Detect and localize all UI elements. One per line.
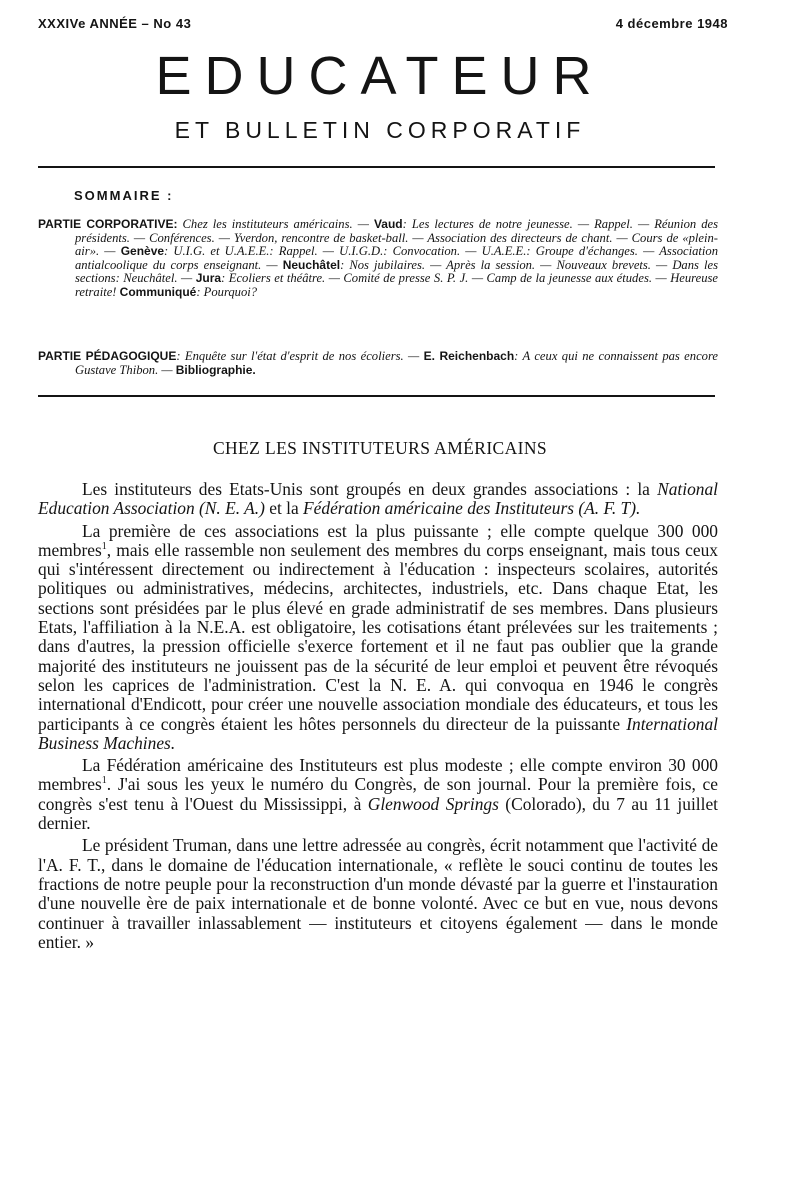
paragraph-text: et la <box>264 498 304 519</box>
paragraph-emphasis: National Education Association (N. E. A.) <box>38 479 718 519</box>
article-title: CHEZ LES INSTITUTEURS AMÉRICAINS <box>212 438 548 458</box>
section-label-pedagogique: PARTIE PÉDAGOGIQUE <box>38 349 177 363</box>
section-label-corporative: PARTIE CORPORATIVE: <box>38 217 178 231</box>
bibliographie-label: Bibliographie. <box>175 362 256 377</box>
paragraph-text: Les instituteurs des Etats-Unis sont groupés en deux grandes associations : la <box>82 479 658 499</box>
article-paragraph: Le président Truman, dans une lettre adressée au congrès, écrit notamment que l'activité de l'A. F. T., dans le domaine de l'éducation internationale, « reflète le souci continu de toutes les fractions de notre peuple pour la reconstruction d'un monde dévasté par la guerre et l'instauration d'une nouvelle ère de paix internationale et de bonne volonté. Avec ce but en vue, nous devons continuer à travailler inlassablement — instituteurs et citoyens également — dans le monde entier. » <box>38 835 718 952</box>
summary-text: : Les lectures de notre jeunesse. — Rappel. — Réunion des présidents. — Conférences. — Yverdon, rencontre de basket-ball. — Association des directeurs de chant. — Cours de «plein-air». — <box>75 217 719 259</box>
paragraph-emphasis: Glenwood Springs <box>367 793 499 814</box>
paragraph-text: , mais elle rassemble non seulement des membres du corps enseignant, mais tous ceux qui s'intéressent directement ou indirectement à l'éducation : inspecteurs scolaires, autorités politiques ou administratives, médecins, architectes, industriels, etc. Dans chaque Etat, les sections sont présidées par le plus élevé en grade administratif de ses membres. Dans plusieurs Etats, l'affiliation à la N.E.A. est obligatoire, les cotisations étant prélevées sur les traitements ; dans d'autres, la pression officielle s'exerce fortement et il ne faut pas oublier que la grande majorité des instituteurs ne jouissent pas de la sécurité de leur emploi et peuvent être révoqués selon les caprices de l'administration. C'est la N. E. A. qui convoqua en 1946 le congrès international d'Endicott, pour créer une nouvelle association mondiale des éducateurs, et tous les participants à ce congrès étaient les hôtes personnels du directeur de la puissante <box>38 539 718 734</box>
article-paragraph <box>38 480 718 519</box>
summary-text: : Enquête sur l'état d'esprit de nos écoliers. — <box>176 349 424 363</box>
communique-label: Communiqué <box>119 284 197 299</box>
paragraph-text: (Colorado), du 7 au 11 juillet dernier. <box>38 793 718 834</box>
issue-header <box>38 16 728 31</box>
region-vaud: Vaud <box>373 217 403 231</box>
summary-text: : Nos jubilaires. — Après la session. — Nouveaux brevets. — Dans les sections: Neuchâtel. — <box>75 257 719 286</box>
summary-text: Chez les instituteurs américains. — <box>182 217 374 231</box>
region-geneve: Genève <box>120 244 165 259</box>
header-divider <box>38 166 715 168</box>
region-neuchatel: Neuchâtel <box>282 257 341 272</box>
issue-number: XXXIVe ANNÉE – No 43 <box>38 16 192 31</box>
paragraph-emphasis: Fédération américaine des Instituteurs (A. F. T). <box>303 498 641 519</box>
summary-text: : A ceux qui ne connaissent pas encore Gustave Thibon. — <box>75 349 718 377</box>
sommaire-partie-pedagogique <box>38 350 718 377</box>
footnote-marker: 1 <box>101 775 107 787</box>
sommaire-divider <box>38 395 715 397</box>
journal-subtitle: ET BULLETIN CORPORATIF <box>174 117 586 143</box>
article-body <box>38 480 718 955</box>
author-name: E. Reichenbach <box>423 349 515 363</box>
issue-date: 4 décembre 1948 <box>615 16 728 31</box>
journal-title: EDUCATEUR <box>155 46 605 106</box>
summary-text: : U.I.G. et U.A.E.E.: Rappel. — U.I.G.D.: Convocation. — U.A.E.E.: Groupe d'échanges. — Association antialcoolique du corps enseignant. — <box>75 244 718 272</box>
summary-text: : Ecoliers et théâtre. — Comité de presse S. P. J. — Camp de la jeunesse aux études. — Heureuse retraite! <box>75 271 718 299</box>
region-jura: Jura <box>195 271 222 286</box>
paragraph-text: La Fédération américaine des Instituteurs est plus modeste ; elle compte environ 30 000 membres <box>38 755 718 795</box>
paragraph-emphasis: International Business Machines. <box>38 713 718 753</box>
sommaire-partie-corporative <box>38 218 718 300</box>
article-paragraph <box>38 756 718 833</box>
paragraph-text: La première de ces associations est la plus puissante ; elle compte quelque 300 000 membres <box>38 520 718 560</box>
summary-text: : Pourquoi? <box>196 284 258 299</box>
footnote-marker: 1 <box>101 541 107 553</box>
article-paragraph <box>38 522 718 754</box>
sommaire-heading: SOMMAIRE : <box>74 188 174 203</box>
paragraph-text: . J'ai sous les yeux le numéro du Congrès, de son journal. Pour la première fois, ce congrès s'est tenu à l'Ouest du Mississippi, à <box>38 774 718 814</box>
